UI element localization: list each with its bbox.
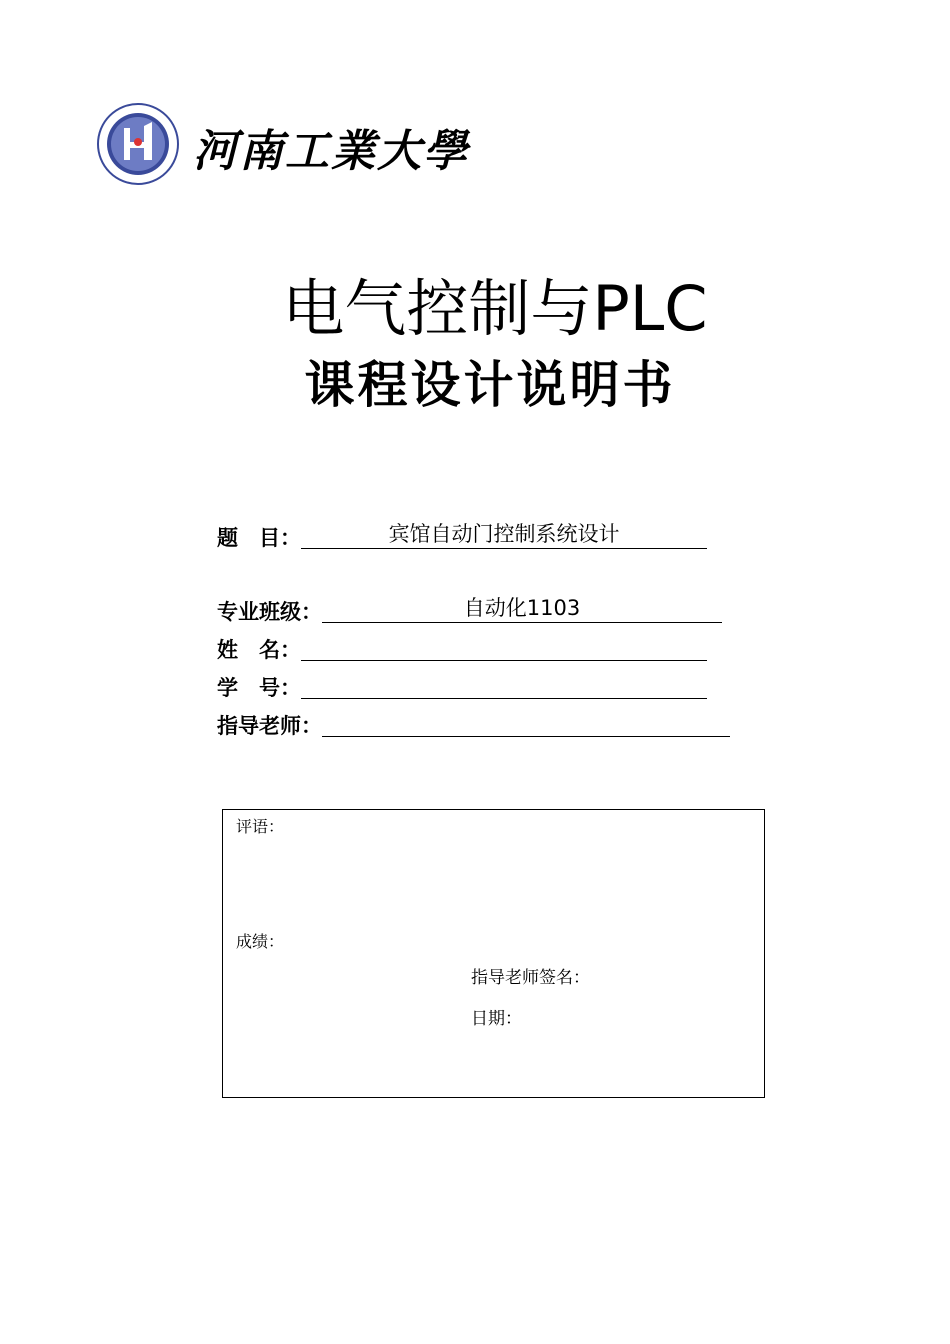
document-title-line2: 课程设计说明书 xyxy=(304,356,676,414)
field-student-id-value xyxy=(301,674,707,699)
field-advisor-value xyxy=(322,712,730,737)
field-advisor-label: 指导老师： xyxy=(217,714,322,738)
signature-label: 指导老师签名： xyxy=(471,968,590,988)
field-topic-value: 宾馆自动门控制系统设计 xyxy=(301,524,707,549)
comment-label: 评语： xyxy=(236,817,285,836)
field-name-value xyxy=(301,636,707,661)
field-topic xyxy=(217,524,707,549)
field-class-label: 专业班级： xyxy=(217,600,322,624)
field-class xyxy=(217,598,722,623)
university-name: 河南工業大學 xyxy=(193,126,469,177)
field-class-value: 自动化1103 xyxy=(322,598,722,623)
document-title-line1: 电气控制与PLC xyxy=(282,272,708,345)
grade-label: 成绩： xyxy=(236,932,285,951)
field-student-id-label: 学 号： xyxy=(217,676,301,700)
field-topic-label: 题 目： xyxy=(217,526,301,550)
field-advisor xyxy=(217,712,730,737)
date-label: 日期： xyxy=(471,1009,522,1029)
field-name xyxy=(217,636,707,661)
university-seal-icon xyxy=(96,102,180,186)
field-name-label: 姓 名： xyxy=(217,638,301,662)
evaluation-box xyxy=(222,809,765,1098)
field-student-id xyxy=(217,674,707,699)
